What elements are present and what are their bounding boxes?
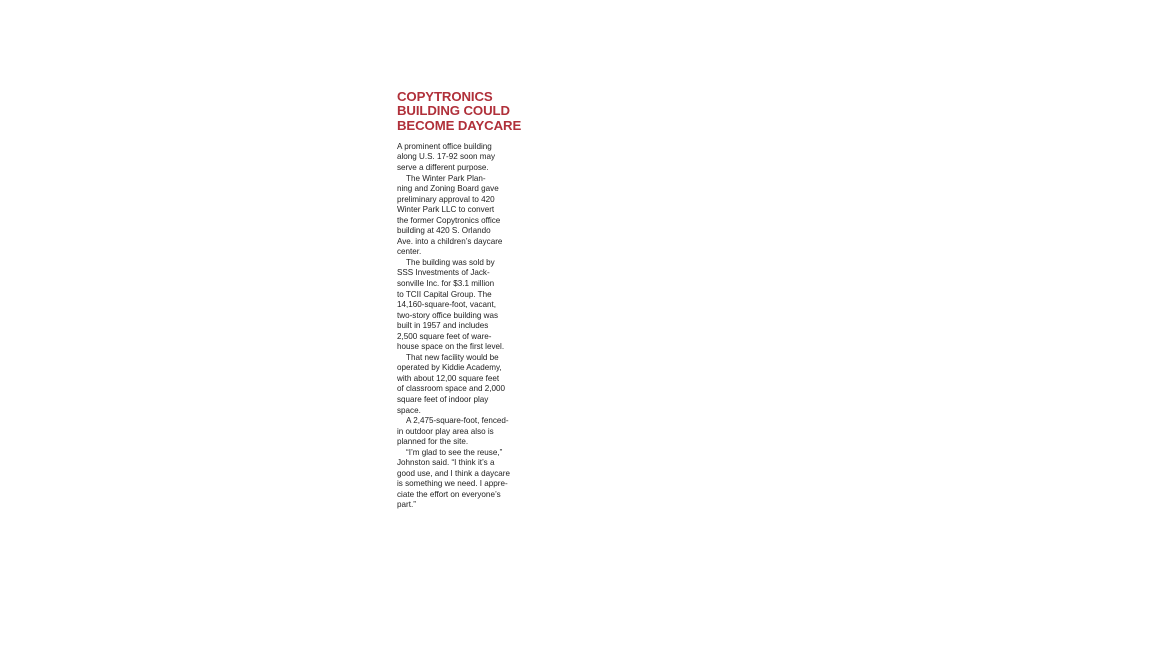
body-line: That new facility would be (406, 352, 499, 362)
article-paragraph (397, 258, 527, 353)
body-line: with about 12,00 square feet (397, 373, 500, 383)
body-line: Ave. into a children’s daycare (397, 236, 503, 246)
body-line: center. (397, 247, 422, 257)
body-line: 14,160-square-foot, vacant, (397, 300, 496, 310)
article-headline (397, 90, 527, 133)
body-line: “I’m glad to see the reuse,” (406, 447, 503, 457)
body-line: serve a different purpose. (397, 162, 489, 172)
news-article (397, 90, 527, 511)
article-paragraph (397, 174, 527, 258)
body-line: built in 1957 and includes (397, 321, 489, 331)
headline-line: COPYTRONICS (397, 89, 493, 104)
body-line: Johnston said. “I think it’s a (397, 458, 495, 468)
body-line: to TCII Capital Group. The (397, 289, 492, 299)
body-line: the former Copytronics office (397, 215, 501, 225)
body-line: A 2,475-square-foot, fenced- (406, 416, 509, 426)
body-line: 2,500 square feet of ware- (397, 331, 492, 341)
body-line: in outdoor play area also is (397, 426, 494, 436)
body-line: two-story office building was (397, 310, 499, 320)
body-line: The building was sold by (406, 257, 495, 267)
body-line: preliminary approval to 420 (397, 194, 495, 204)
body-line: is something we need. I appre- (397, 479, 508, 489)
body-line: house space on the first level. (397, 342, 505, 352)
body-line: sonville Inc. for $3.1 million (397, 279, 495, 288)
body-line: building at 420 S. Orlando (397, 226, 491, 236)
article-paragraph (397, 353, 527, 416)
body-line: ning and Zoning Board gave (397, 184, 499, 194)
body-line: SSS Investments of Jack- (397, 268, 490, 278)
article-paragraph (397, 448, 527, 511)
body-line: ciate the effort on everyone’s (397, 489, 501, 499)
headline-line: BUILDING COULD (397, 103, 510, 119)
body-line: part.” (397, 500, 416, 510)
body-line: good use, and I think a daycare (397, 468, 510, 478)
body-line: square feet of indoor play (397, 395, 489, 405)
article-body (397, 142, 527, 511)
body-line: A prominent office building (397, 141, 492, 151)
article-paragraph (397, 142, 527, 174)
article-paragraph (397, 416, 527, 448)
body-line: operated by Kiddie Academy, (397, 363, 502, 373)
body-line: planned for the site. (397, 437, 469, 447)
body-line: space. (397, 405, 421, 415)
body-line: along U.S. 17-92 soon may (397, 152, 496, 162)
headline-line: BECOME DAYCARE (397, 117, 522, 133)
body-line: of classroom space and 2,000 (397, 384, 505, 394)
body-line: The Winter Park Plan- (406, 173, 486, 183)
body-line: Winter Park LLC to convert (397, 205, 495, 215)
